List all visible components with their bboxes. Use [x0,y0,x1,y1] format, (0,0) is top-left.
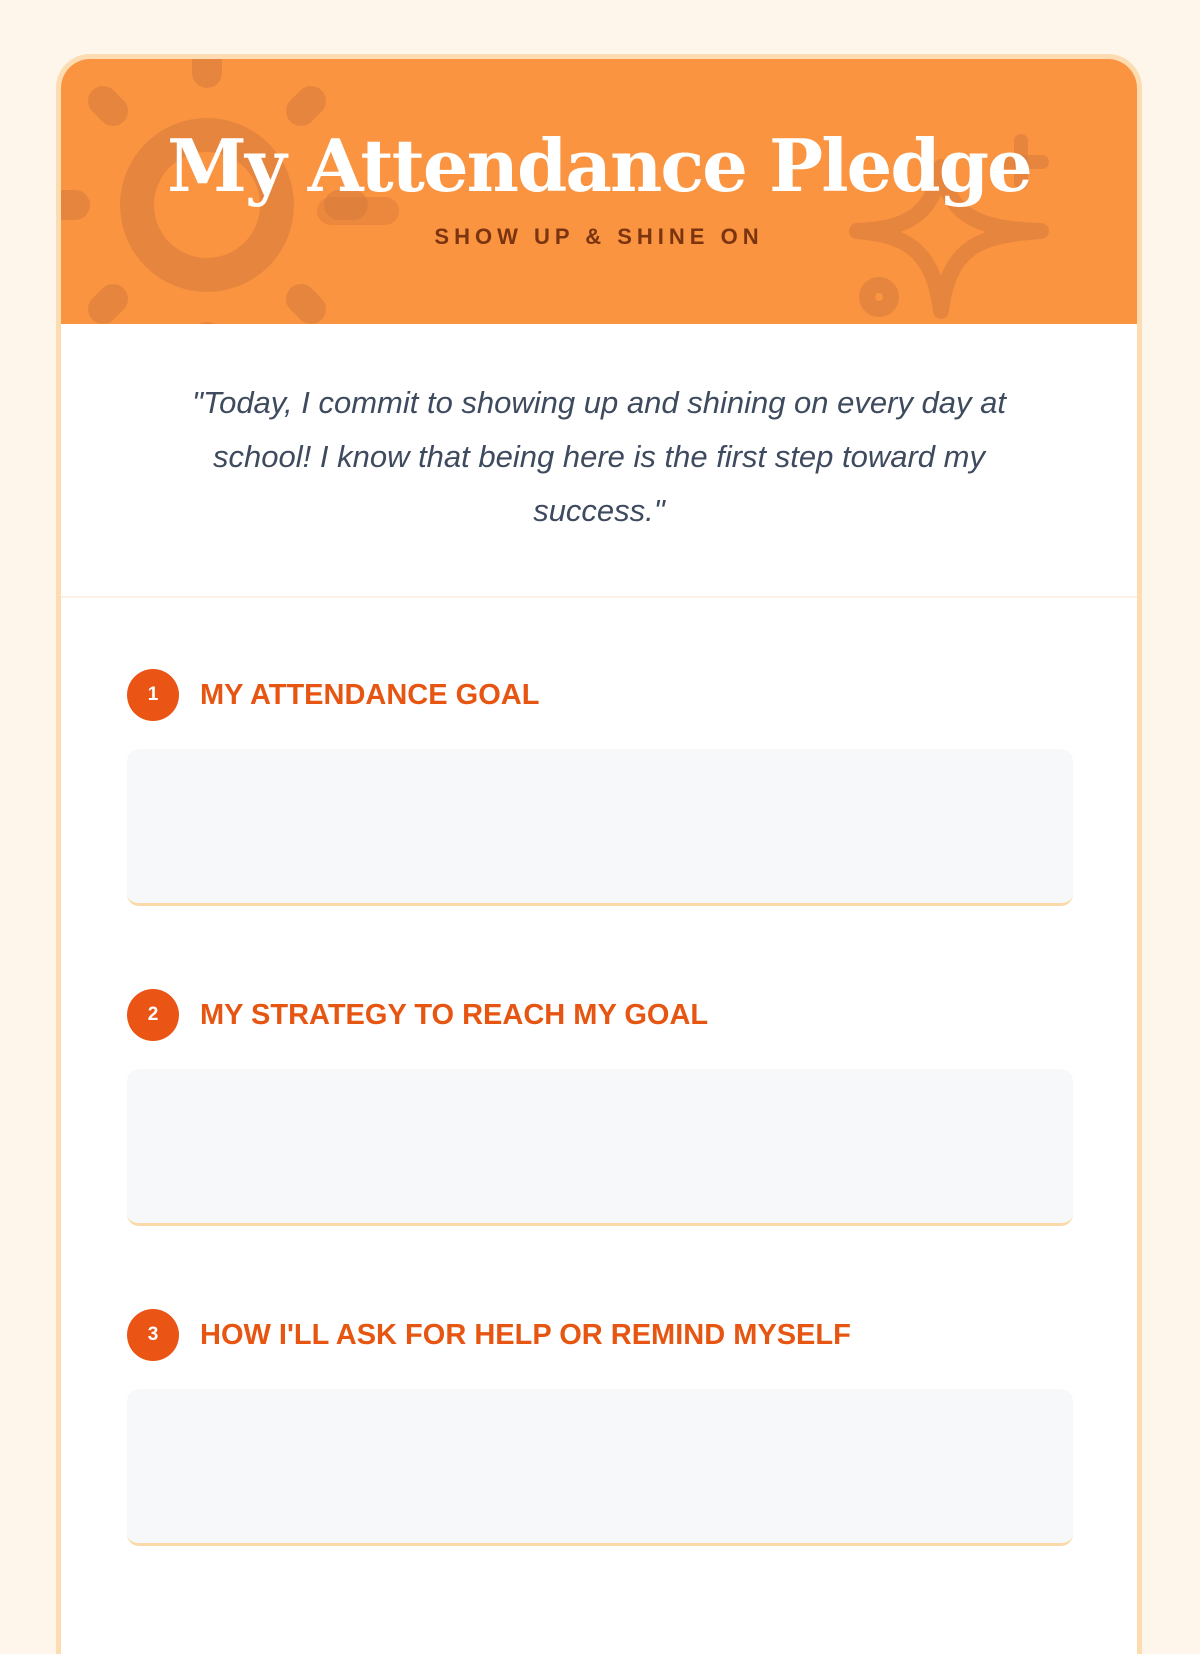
step-number-badge: 3 [127,1309,179,1361]
pledge-statement [61,324,1137,598]
section-label: HOW I'LL ASK FOR HELP OR REMIND MYSELF [200,1318,851,1351]
page-title: My Attendance Pledge [167,123,1031,208]
strategy-input[interactable] [127,1069,1073,1226]
pledge-card [56,54,1142,1654]
pledge-text: "Today, I commit to showing up and shining on every day at school! I know that being here is the first step toward my success." [191,385,1007,528]
section-attendance-goal [127,598,1071,918]
attendance-goal-input[interactable] [127,749,1073,906]
section-label: MY ATTENDANCE GOAL [200,678,540,711]
step-number-badge: 1 [127,669,179,721]
section-label: MY STRATEGY TO REACH MY GOAL [200,998,709,1031]
pledge-header [61,59,1137,324]
section-heading [127,1308,851,1362]
section-ask-for-help [127,1238,1071,1558]
pledge-sections [61,598,1137,1558]
section-heading [127,668,539,722]
help-reminder-input[interactable] [127,1389,1073,1546]
page-subtitle: SHOW UP & SHINE ON [434,224,764,249]
section-heading [127,988,708,1042]
section-strategy [127,918,1071,1238]
step-number-badge: 2 [127,989,179,1041]
